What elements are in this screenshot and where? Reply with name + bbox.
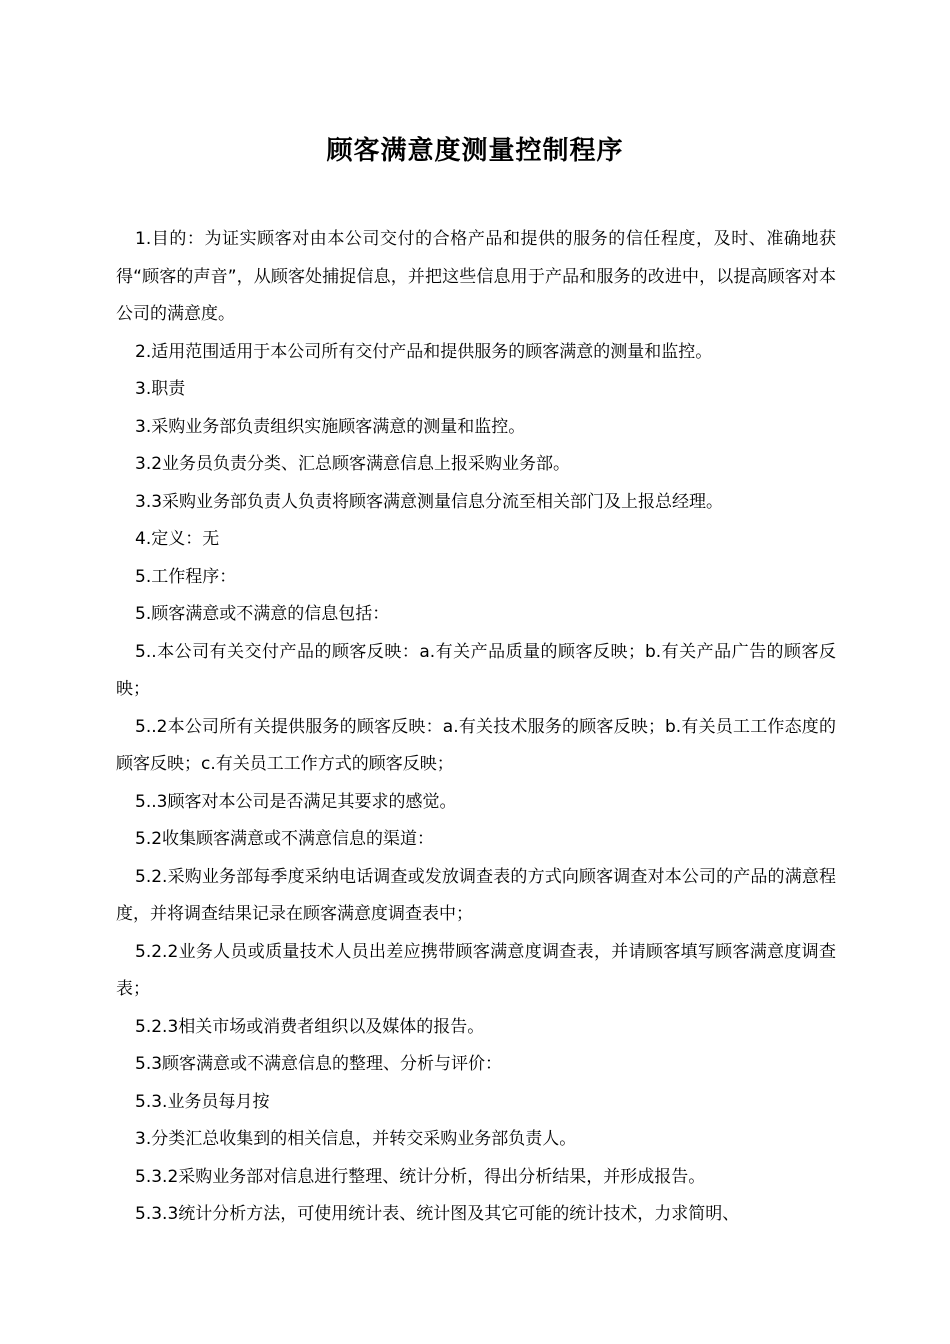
paragraph-channel-3: 5.2.3相关市场或消费者组织以及媒体的报告。 [135,1016,485,1037]
paragraph-analysis-3: 5.3.3统计分析方法，可使用统计表、统计图及其它可能的统计技术，力求简明、 [135,1204,740,1224]
paragraph-purpose: 1.目的：为证实顾客对由本公司交付的合格产品和提供的服务的信任程度，及时、准确地获得“顾客的声音”，从顾客处捕捉信息，并把这些信息用于产品和服务的改进中，以提高顾客对本公司的满意度。 [116,229,836,324]
paragraph-scope: 2.适用范围适用于本公司所有交付产品和提供服务的顾客满意的测量和监控。 [135,341,713,362]
paragraph-definition: 4.定义：无 [135,529,220,549]
document-body [116,221,836,1234]
paragraph-info-includes: 5.顾客满意或不满意的信息包括： [135,604,390,624]
paragraph-channel-2: 5.2.2业务人员或质量技术人员出差应携带顾客满意度调查表，并请顾客填写顾客满意度调查表； [116,941,836,999]
document-title: 顾客满意度测量控制程序 [326,136,624,166]
paragraph-product-feedback: 5..本公司有关交付产品的顾客反映：a.有关产品质量的顾客反映；b.有关产品广告的顾客反映； [116,641,836,699]
paragraph-service-feedback: 5..2本公司所有关提供服务的顾客反映：a.有关技术服务的顾客反映；b.有关员工工作态度的顾客反映；c.有关员工工作方式的顾客反映； [116,716,836,774]
paragraph-responsibility-1: 3.采购业务部负责组织实施顾客满意的测量和监控。 [135,416,526,437]
paragraph-responsibility-3: 3.3采购业务部负责人负责将顾客满意测量信息分流至相关部门及上报总经理。 [135,491,724,512]
paragraph-procedure-heading: 5.工作程序： [135,566,237,587]
paragraph-responsibilities-heading: 3.职责 [135,379,186,399]
paragraph-channel-1: 5.2.采购业务部每季度采纳电话调查或发放调查表的方式向顾客调查对本公司的产品的满意程度，并将调查结果记录在顾客满意度调查表中； [116,866,836,924]
paragraph-analysis-2: 5.3.2采购业务部对信息进行整理、统计分析，得出分析结果，并形成报告。 [135,1166,706,1187]
paragraph-analysis-1: 5.3.业务员每月按 [135,1091,270,1112]
paragraph-analysis-1-cont: 3.分类汇总收集到的相关信息，并转交采购业务部负责人。 [135,1129,577,1149]
paragraph-customer-perception: 5..3顾客对本公司是否满足其要求的感觉。 [135,791,457,812]
paragraph-responsibility-2: 3.2业务员负责分类、汇总顾客满意信息上报采购业务部。 [135,454,571,474]
paragraph-analysis-heading: 5.3顾客满意或不满意信息的整理、分析与评价： [135,1054,503,1074]
paragraph-channels-heading: 5.2收集顾客满意或不满意信息的渠道： [135,829,435,849]
